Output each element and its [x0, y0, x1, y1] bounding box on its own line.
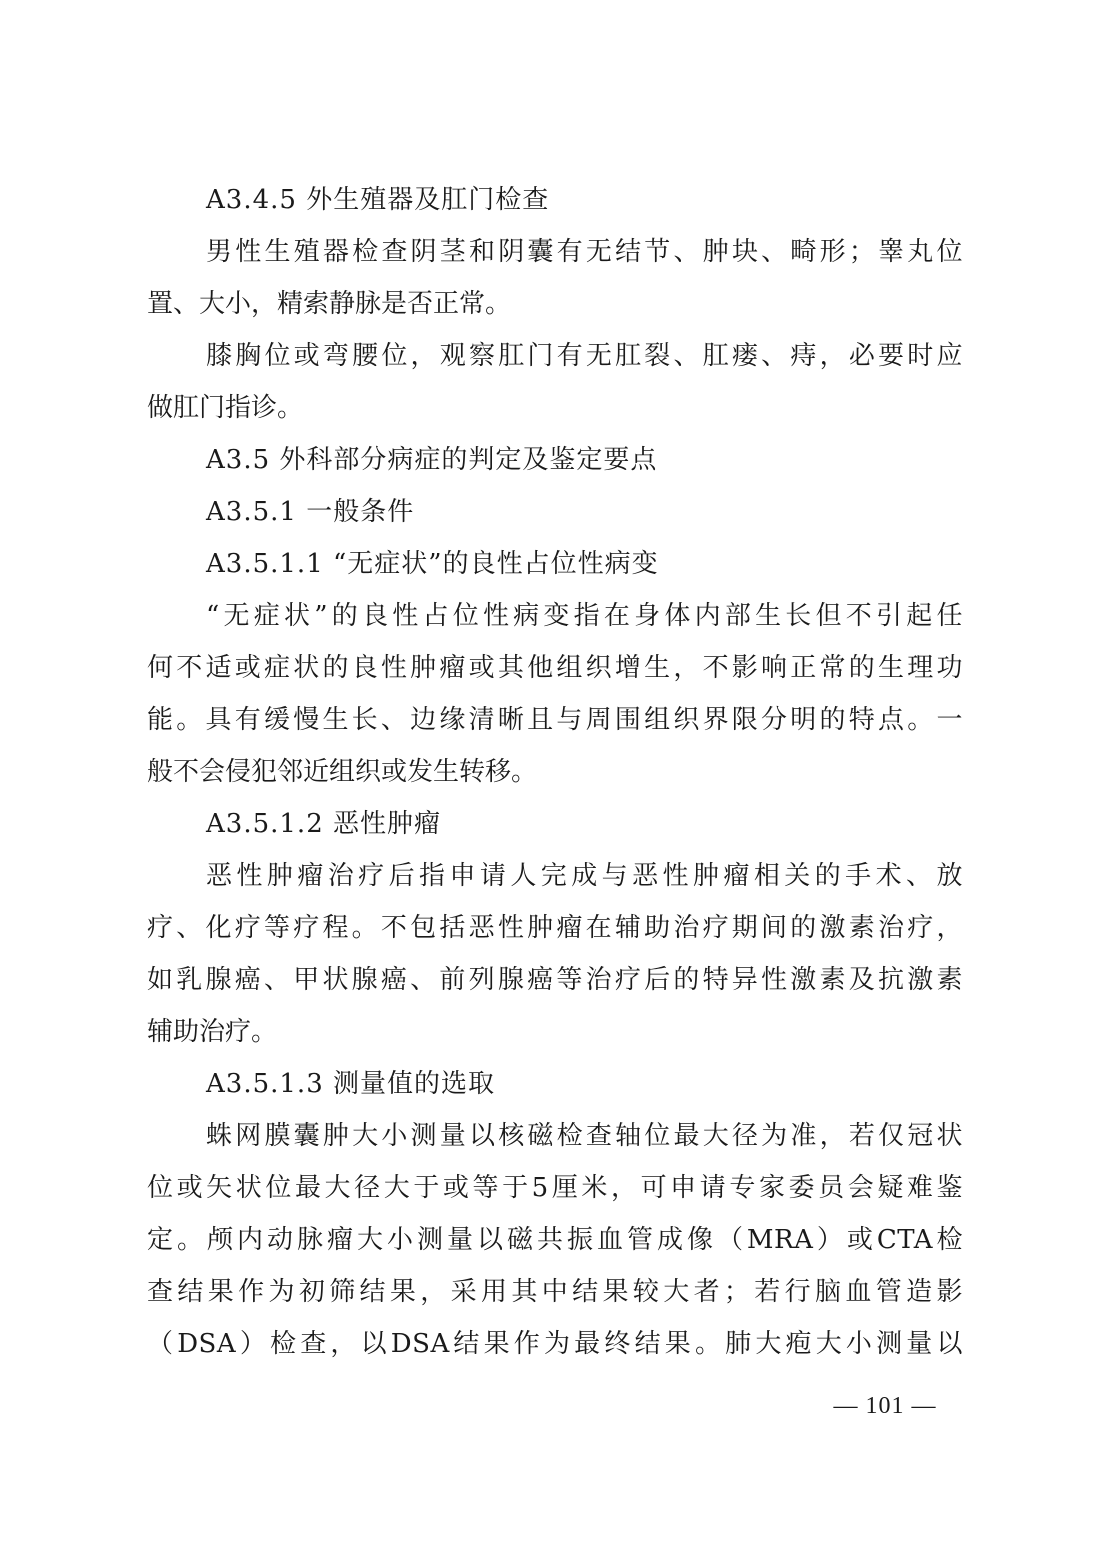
paragraph-line: 能。具有缓慢生长、边缘清晰且与周围组织界限分明的特点。一 — [147, 705, 963, 735]
paragraph-line: 查结果作为初筛结果，采用其中结果较大者；若行脑血管造影 — [147, 1277, 963, 1307]
paragraph-line: 何不适或症状的良性肿瘤或其他组织增生，不影响正常的生理功 — [147, 653, 963, 683]
section-heading-a3-5: A3.5 外科部分病症的判定及鉴定要点 — [206, 445, 658, 475]
paragraph-line: “无症状”的良性占位性病变指在身体内部生长但不引起任 — [206, 601, 963, 631]
section-heading-a3-5-1: A3.5.1 一般条件 — [206, 497, 415, 527]
paragraph-line: 般不会侵犯邻近组织或发生转移。 — [147, 757, 538, 787]
paragraph-line: 辅助治疗。 — [147, 1017, 278, 1047]
paragraph-line: 位或矢状位最大径大于或等于5厘米，可申请专家委员会疑难鉴 — [147, 1173, 963, 1203]
section-heading-a3-5-1-1: A3.5.1.1 “无症状”的良性占位性病变 — [206, 549, 659, 579]
paragraph-line: 置、大小，精索静脉是否正常。 — [147, 289, 512, 319]
paragraph-line: 做肛门指诊。 — [147, 393, 304, 423]
paragraph-line: 定。颅内动脉瘤大小测量以磁共振血管成像（MRA）或CTA检 — [147, 1225, 963, 1255]
page-body — [147, 174, 963, 1370]
paragraph-line: 男性生殖器检查阴茎和阴囊有无结节、肿块、畸形；睾丸位 — [206, 237, 963, 267]
section-heading-a3-5-1-3: A3.5.1.3 测量值的选取 — [206, 1069, 496, 1099]
section-heading-a3-4-5: A3.4.5 外生殖器及肛门检查 — [206, 185, 550, 215]
paragraph-line: 疗、化疗等疗程。不包括恶性肿瘤在辅助治疗期间的激素治疗， — [147, 913, 963, 943]
page-number: — 101 — — [833, 1393, 937, 1419]
paragraph-line: 如乳腺癌、甲状腺癌、前列腺癌等治疗后的特异性激素及抗激素 — [147, 965, 963, 995]
paragraph-line: 蛛网膜囊肿大小测量以核磁检查轴位最大径为准，若仅冠状 — [206, 1121, 963, 1151]
paragraph-line: 恶性肿瘤治疗后指申请人完成与恶性肿瘤相关的手术、放 — [206, 861, 963, 891]
paragraph-line: （DSA）检查，以DSA结果作为最终结果。肺大疱大小测量以 — [147, 1329, 963, 1359]
section-heading-a3-5-1-2: A3.5.1.2 恶性肿瘤 — [206, 809, 442, 839]
paragraph-line: 膝胸位或弯腰位，观察肛门有无肛裂、肛瘘、痔，必要时应 — [206, 341, 963, 371]
